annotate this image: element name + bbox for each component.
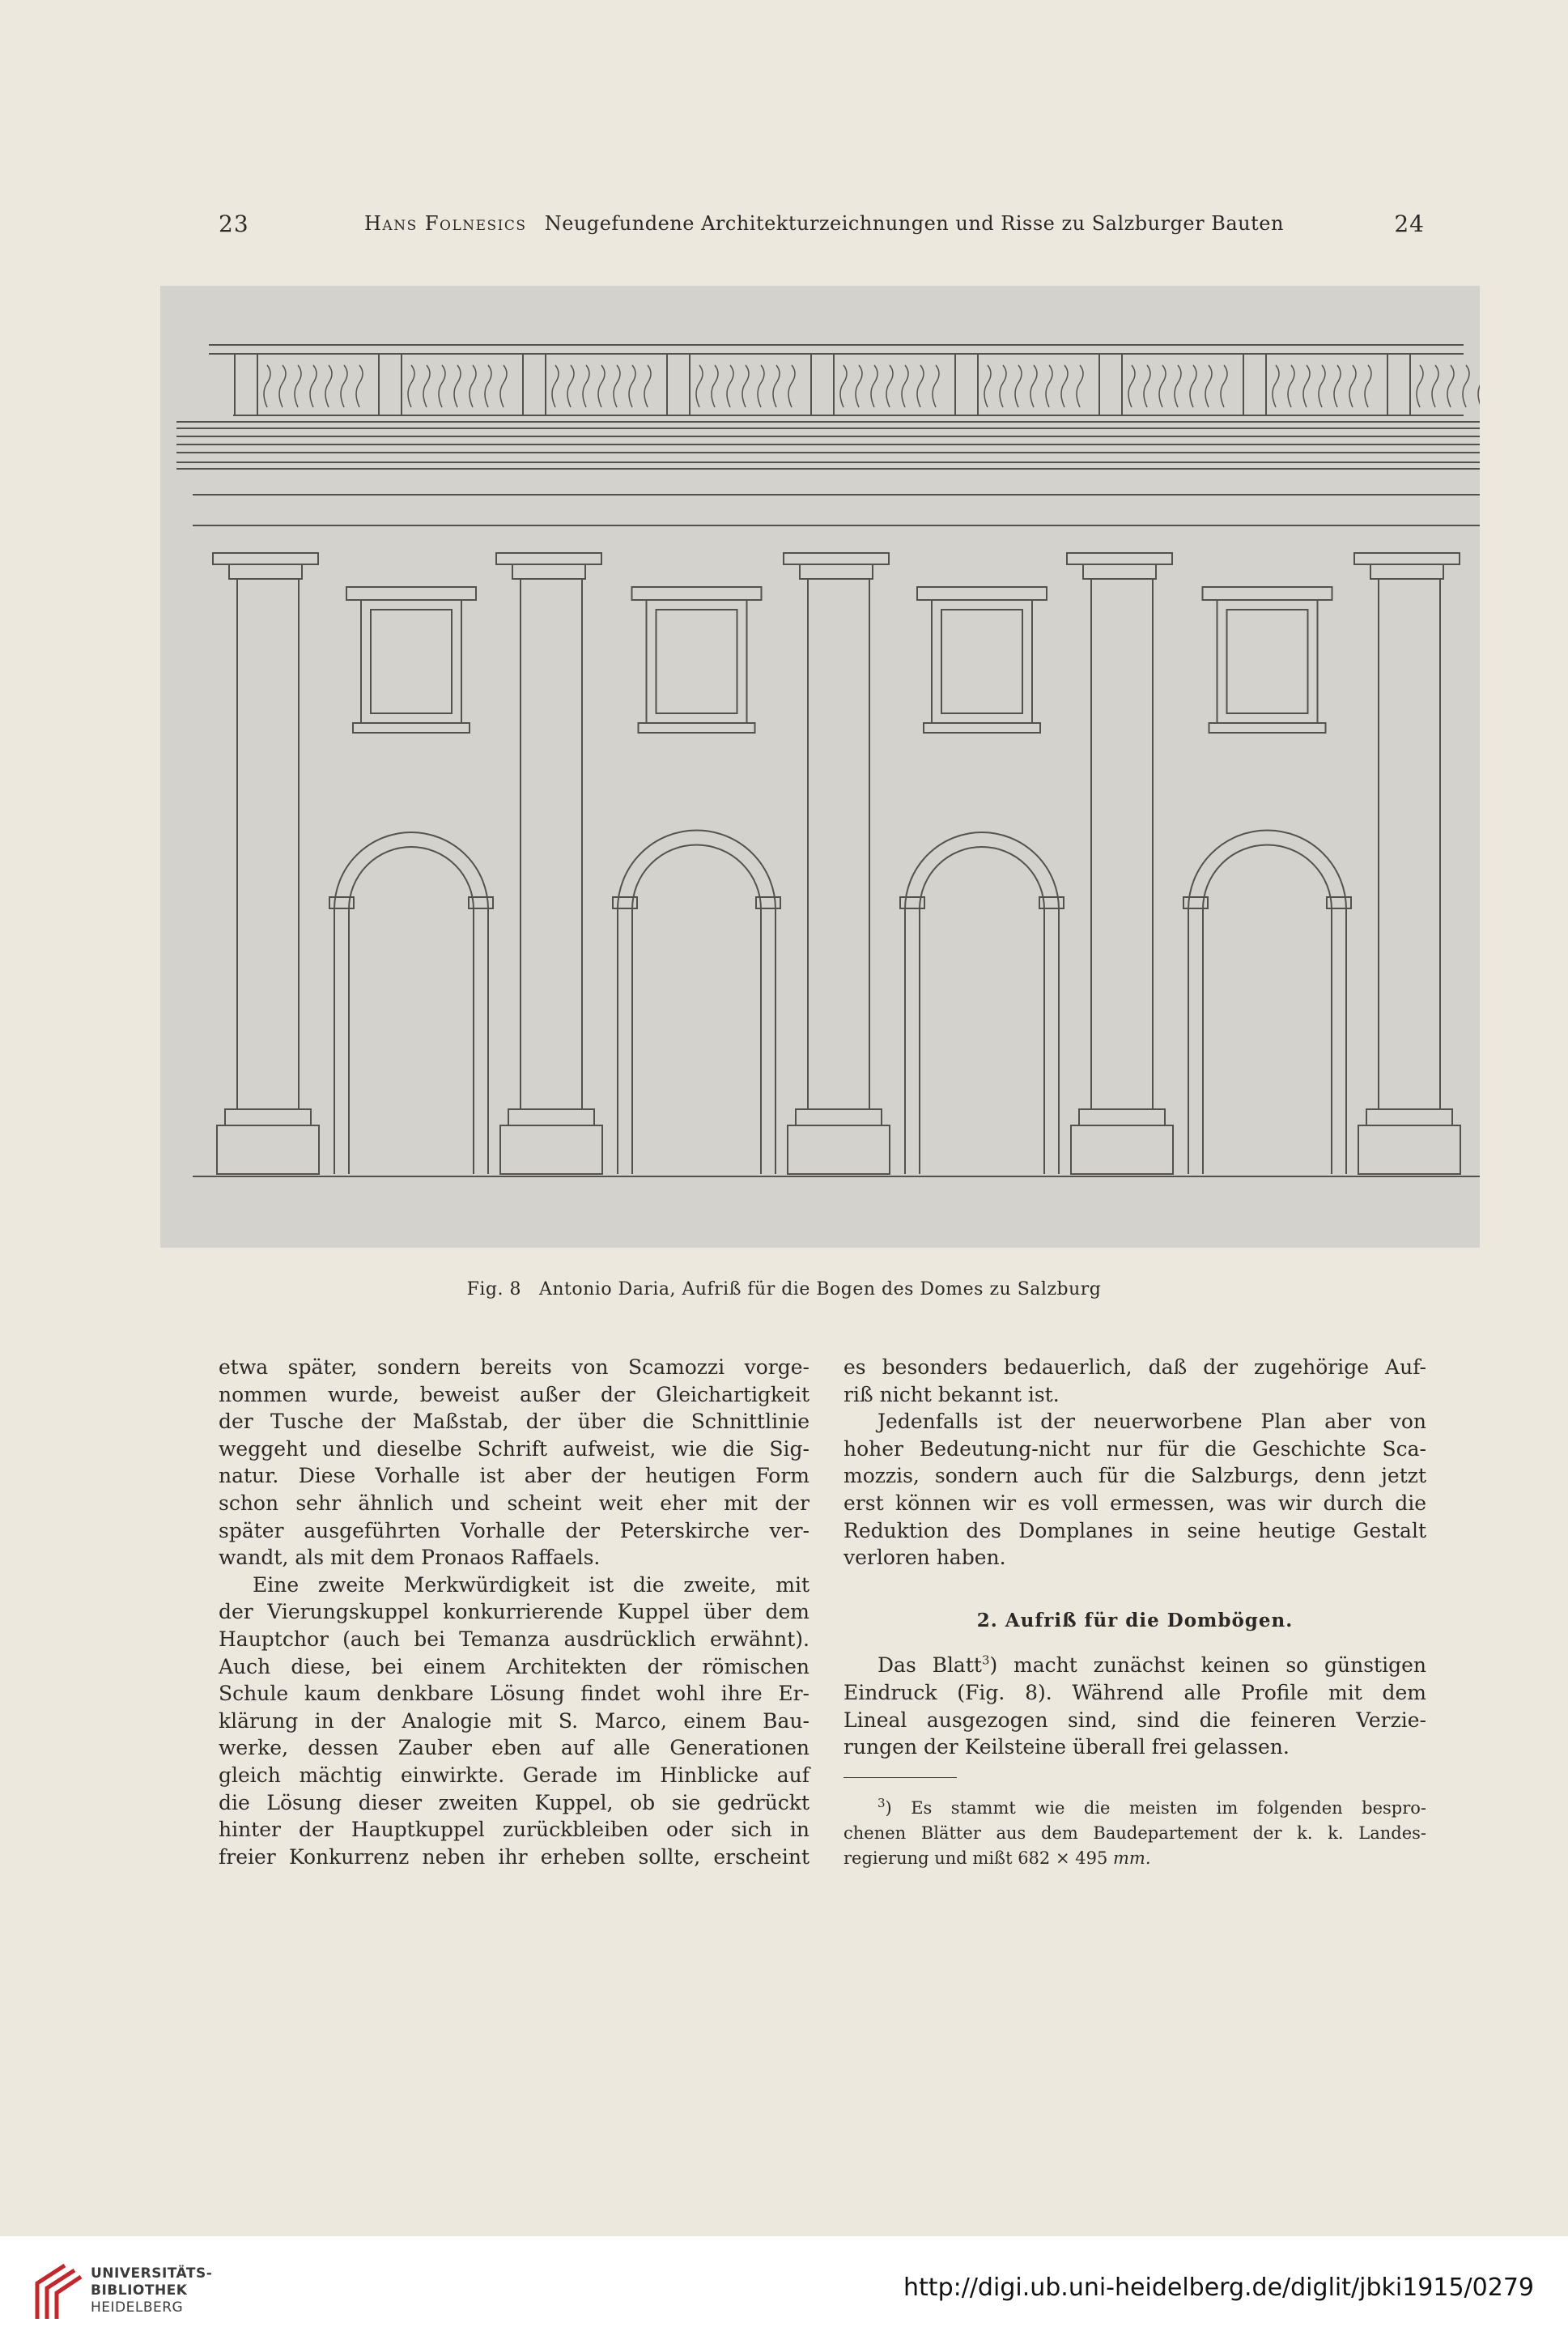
- baluster: [1046, 365, 1052, 407]
- baluster: [264, 365, 270, 407]
- text-line: gleich mächtig einwirkte. Gerade im Hinblicke auf: [219, 1763, 809, 1787]
- balustrade-pedestal: [811, 354, 834, 415]
- text-line: Schule kaum denkbare Lösung findet wohl ihre Er-: [219, 1682, 809, 1706]
- pilaster-shaft: [521, 579, 582, 1109]
- baluster: [758, 365, 764, 407]
- baluster: [856, 365, 862, 407]
- window-pediment: [1203, 587, 1332, 600]
- library-name-line-1: UNIVERSITÄTS-: [91, 2265, 213, 2282]
- text-line: Auch diese, bei einem Architekten der römischen: [219, 1654, 809, 1678]
- baluster: [408, 365, 414, 407]
- left-paragraph-1: [219, 1354, 809, 1572]
- text-line: riß nicht bekannt ist.: [843, 1382, 1060, 1406]
- text-line: später ausgeführten Vorhalle der Peterskirche ver-: [219, 1518, 809, 1542]
- text-line: Reduktion des Domplanes in seine heutige Gestalt: [843, 1518, 1426, 1542]
- pilaster-capital: [1354, 553, 1460, 564]
- pilaster-shaft: [808, 579, 869, 1109]
- window-inner-frame: [1227, 610, 1308, 713]
- baluster: [773, 365, 780, 407]
- baluster: [1000, 365, 1006, 407]
- pilaster-base: [508, 1109, 594, 1125]
- pilaster-shaft: [237, 579, 299, 1109]
- pilaster-plinth: [500, 1125, 602, 1174]
- baluster: [1478, 365, 1480, 407]
- arch-inner-line: [349, 847, 474, 1174]
- running-title: [364, 212, 1284, 235]
- footnote-unit: mm.: [1113, 1848, 1151, 1868]
- balustrade-pedestal: [1387, 354, 1410, 415]
- window-frame: [1217, 600, 1318, 723]
- source-url-link[interactable]: http://digi.ub.uni-heidelberg.de/diglit/jbki1915/0279: [903, 2274, 1534, 2302]
- text-line: Eindruck (Fig. 8). Während alle Profile mit dem: [843, 1680, 1426, 1704]
- architectural-elevation-drawing: [160, 286, 1480, 1248]
- window-pediment: [917, 587, 1047, 600]
- pilaster-plinth: [1358, 1125, 1460, 1174]
- text-line: erst können wir es voll ermessen, was wir durch die: [843, 1491, 1426, 1515]
- baluster: [1417, 365, 1423, 407]
- window-sill: [639, 723, 755, 733]
- baluster: [1334, 365, 1341, 407]
- window-pediment: [632, 587, 762, 600]
- baluster: [712, 365, 718, 407]
- author-name: Hans Folnesics: [364, 212, 527, 235]
- text-line: Lineal ausgezogen sind, sind die feineren Verzie-: [843, 1708, 1426, 1732]
- window-frame: [932, 600, 1032, 723]
- pilaster-shaft: [1091, 579, 1153, 1109]
- arch-inner-line: [920, 847, 1044, 1174]
- text-line: schon sehr ähnlich und scheint weit eher mit der: [219, 1491, 809, 1515]
- pilaster-capital: [496, 553, 601, 564]
- balustrade-pedestal: [1243, 354, 1266, 415]
- right-text-column: [843, 1354, 1426, 1871]
- baluster: [742, 365, 749, 407]
- text-line: die Lösung dieser zweiten Kuppel, ob sie gedrückt: [219, 1790, 809, 1814]
- figure-caption: [0, 1279, 1568, 1299]
- baluster: [552, 365, 559, 407]
- text-line: Jedenfalls ist der neuerworbene Plan aber von: [877, 1410, 1426, 1434]
- baluster: [727, 365, 733, 407]
- window-frame: [647, 600, 747, 723]
- window-inner-frame: [657, 610, 737, 713]
- baluster: [1365, 365, 1371, 407]
- baluster: [1030, 365, 1037, 407]
- baluster: [470, 365, 476, 407]
- library-logo-icon: [32, 2259, 84, 2324]
- baluster: [788, 365, 795, 407]
- arch-inner-line: [632, 845, 761, 1175]
- baluster: [1061, 365, 1068, 407]
- baluster: [598, 365, 605, 407]
- text-line: rungen der Keilsteine überall frei gelassen.: [843, 1735, 1290, 1759]
- text-run: ) Es stammt wie die meisten im folgenden bespro-: [885, 1797, 1426, 1818]
- baluster: [1349, 365, 1356, 407]
- arch-opening: [618, 831, 776, 1175]
- baluster: [984, 365, 991, 407]
- footnote-marker: 3: [877, 1795, 886, 1810]
- text-line: natur. Diese Vorhalle ist aber der heutigen Form: [219, 1464, 809, 1488]
- balustrade-pedestal: [235, 354, 257, 415]
- baluster: [1159, 365, 1166, 407]
- baluster: [1447, 365, 1454, 407]
- text-run: ) macht zunächst keinen so günstigen: [989, 1653, 1426, 1678]
- text-line: freier Konkurrenz neben ihr erheben sollte, erscheint: [219, 1844, 809, 1869]
- baluster: [871, 365, 877, 407]
- pilaster-capital: [784, 553, 889, 564]
- balustrade-pedestal: [955, 354, 978, 415]
- section-heading: 2. Aufriß für die Dombögen.: [976, 1609, 1294, 1631]
- right-paragraph-1: [843, 1354, 1426, 1408]
- page-number-right: 24: [1394, 211, 1425, 237]
- balustrade-pedestal: [1099, 354, 1122, 415]
- pilaster-capital: [512, 564, 585, 579]
- arch-opening: [905, 832, 1059, 1174]
- elevation-drawing-svg: [160, 286, 1480, 1248]
- balustrade-pedestal: [667, 354, 690, 415]
- left-text-column: [219, 1354, 809, 1870]
- pilaster-capital: [213, 553, 318, 564]
- page-number-left: 23: [219, 211, 249, 237]
- baluster: [1190, 365, 1196, 407]
- arch-inner-line: [1203, 845, 1332, 1175]
- pilaster-base: [796, 1109, 882, 1125]
- balustrade-pedestal: [379, 354, 402, 415]
- footnote-divider: [843, 1777, 957, 1778]
- baluster: [902, 365, 908, 407]
- baluster: [1463, 365, 1469, 407]
- text-line: [843, 1652, 1426, 1679]
- arch-opening: [1188, 831, 1346, 1175]
- text-line: mozzis, sondern auch für die Salzburgs, denn jetzt: [843, 1464, 1426, 1488]
- window-sill: [924, 723, 1040, 733]
- footnote-line: [843, 1846, 1426, 1871]
- text-line: wandt, als mit dem Pronaos Raffaels.: [219, 1546, 601, 1570]
- baluster: [840, 365, 847, 407]
- baluster: [310, 365, 317, 407]
- text-line: es besonders bedauerlich, daß der zugehörige Auf-: [843, 1355, 1426, 1379]
- text-line: hoher Bedeutung-nicht nur für die Geschichte Sca-: [843, 1436, 1426, 1461]
- text-run: Das Blatt: [877, 1653, 982, 1678]
- text-run: regierung und mißt 682 × 495: [843, 1848, 1113, 1868]
- text-line: hinter der Hauptkuppel zurückbleiben oder sich in: [219, 1818, 809, 1842]
- arch-opening: [334, 832, 488, 1174]
- baluster: [1128, 365, 1135, 407]
- text-line: etwa später, sondern bereits von Scamozzi vorge-: [219, 1355, 809, 1379]
- baluster: [886, 365, 893, 407]
- baluster: [279, 365, 286, 407]
- figure-caption-number: Fig. 8: [466, 1279, 521, 1299]
- baluster: [341, 365, 347, 407]
- window-inner-frame: [941, 610, 1022, 713]
- left-paragraph-2: [219, 1572, 809, 1871]
- article-title: Neugefundene Architekturzeichnungen und Risse zu Salzburger Bauten: [544, 212, 1284, 235]
- footnote: [843, 1796, 1426, 1871]
- text-line: Eine zweite Merkwürdigkeit ist die zweite, mit: [253, 1572, 809, 1597]
- footnote-line: [843, 1796, 1426, 1821]
- baluster: [454, 365, 461, 407]
- baluster: [917, 365, 924, 407]
- pilaster-plinth: [1071, 1125, 1173, 1174]
- baluster: [1144, 365, 1150, 407]
- right-paragraph-2: [843, 1408, 1426, 1572]
- baluster: [1319, 365, 1325, 407]
- pilaster-capital: [1067, 553, 1172, 564]
- baluster: [644, 365, 651, 407]
- pilaster-capital: [1083, 564, 1156, 579]
- baluster: [567, 365, 574, 407]
- baluster: [583, 365, 589, 407]
- baluster: [439, 365, 445, 407]
- window-sill: [1209, 723, 1326, 733]
- footnote-reference: 3: [981, 1653, 990, 1669]
- window-pediment: [346, 587, 476, 600]
- right-paragraph-3: [843, 1652, 1426, 1760]
- footnote-line: chenen Blätter aus dem Baudepartement der k. k. Landes-: [843, 1823, 1426, 1843]
- window-frame: [361, 600, 461, 723]
- baluster: [696, 365, 703, 407]
- pilaster-base: [1366, 1109, 1452, 1125]
- baluster: [1432, 365, 1438, 407]
- baluster: [1077, 365, 1083, 407]
- running-header: [219, 211, 1425, 251]
- library-name-line-2: BIBLIOTHEK: [91, 2282, 188, 2299]
- baluster: [1175, 365, 1181, 407]
- baluster: [1288, 365, 1294, 407]
- baluster: [629, 365, 635, 407]
- figure-caption-text: Antonio Daria, Aufriß für die Bogen des Domes zu Salzburg: [538, 1279, 1102, 1299]
- text-line: nommen wurde, beweist außer der Gleichartigkeit: [219, 1382, 809, 1406]
- baluster: [1303, 365, 1310, 407]
- text-line: der Tusche der Maßstab, der über die Schnittlinie: [219, 1410, 809, 1434]
- library-name-line-3: HEIDELBERG: [91, 2299, 184, 2316]
- baluster: [933, 365, 939, 407]
- text-line: werke, dessen Zauber eben auf alle Generationen: [219, 1736, 809, 1760]
- text-line: Hauptchor (auch bei Temanza ausdrücklich erwähnt).: [219, 1627, 809, 1651]
- text-line: weggeht und dieselbe Schrift aufweist, wie die Sig-: [219, 1436, 809, 1461]
- baluster: [356, 365, 363, 407]
- baluster: [325, 365, 332, 407]
- pilaster-plinth: [788, 1125, 890, 1174]
- pilaster-base: [225, 1109, 311, 1125]
- balustrade-pedestal: [523, 354, 546, 415]
- text-line: der Vierungskuppel konkurrierende Kuppel über dem: [219, 1600, 809, 1624]
- baluster: [614, 365, 620, 407]
- window-inner-frame: [371, 610, 452, 713]
- baluster: [423, 365, 430, 407]
- pilaster-shaft: [1379, 579, 1440, 1109]
- baluster: [1205, 365, 1212, 407]
- pilaster-capital: [1370, 564, 1443, 579]
- pilaster-capital: [800, 564, 873, 579]
- baluster: [295, 365, 301, 407]
- baluster: [1273, 365, 1279, 407]
- library-name: [91, 2265, 212, 2316]
- baluster: [1221, 365, 1227, 407]
- baluster: [1015, 365, 1022, 407]
- pilaster-base: [1079, 1109, 1165, 1125]
- baluster: [500, 365, 507, 407]
- window-sill: [353, 723, 470, 733]
- pilaster-capital: [229, 564, 302, 579]
- text-line: klärung in der Analogie mit S. Marco, einem Bau-: [219, 1708, 809, 1733]
- pilaster-plinth: [217, 1125, 319, 1174]
- baluster: [485, 365, 491, 407]
- text-line: verloren haben.: [843, 1546, 1006, 1570]
